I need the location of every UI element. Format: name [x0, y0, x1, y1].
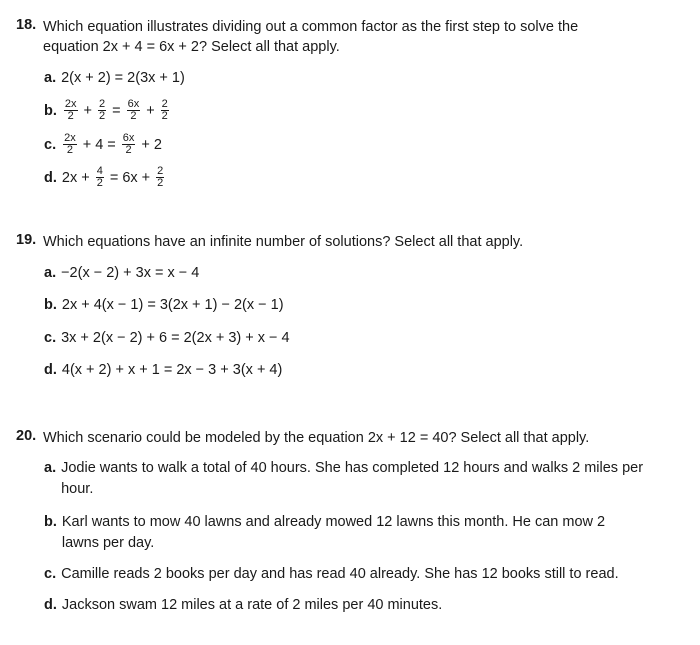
question-number: 19.	[16, 232, 37, 248]
option-19d[interactable]	[44, 362, 282, 378]
option-letter: b.	[44, 297, 57, 313]
question-number: 20.	[16, 428, 37, 444]
fraction: $\frac{6x}{2}$	[127, 98, 140, 122]
option-20c[interactable]	[44, 566, 619, 582]
option-text: Camille reads 2 books per day and has read 40 already. She has 12 books still to read.	[61, 566, 619, 582]
option-text: Karl wants to mow 40 lawns and already mowed 12 lawns this month. He can mow 2 lawns per day.	[61, 514, 606, 551]
question-number: 18.	[16, 17, 37, 33]
option-18b[interactable]: b. $\frac{2x}{2}$ + $\frac{2}{2}$ = $\frac{6x}{2}$ + $\frac{2}{2}$	[44, 98, 168, 122]
option-letter: c.	[44, 566, 57, 582]
option-18a[interactable]	[44, 70, 185, 86]
option-20d[interactable]	[44, 597, 442, 613]
option-letter: c.	[44, 330, 57, 346]
option-letter: a.	[44, 460, 57, 476]
option-letter: a.	[44, 70, 57, 86]
option-text: 4(x + 2) + x + 1 = 2x − 3 + 3(x + 4)	[61, 362, 283, 378]
fraction: $\frac{2x}{2}$	[64, 132, 76, 156]
question-20	[16, 428, 686, 448]
question-19	[16, 232, 686, 252]
option-18d[interactable]: d. 2x + $\frac{4}{2}$ = 6x + $\frac{2}{2}$	[44, 165, 164, 189]
option-18c[interactable]: c. $\frac{2x}{2}$ + 4 = $\frac{6x}{2}$ + 2	[44, 132, 162, 156]
option-text: Jodie wants to walk a total of 40 hours. She has completed 12 hours and walks 2 miles per hour.	[61, 460, 644, 497]
option-letter: b.	[44, 514, 57, 530]
question-prompt: Which equation illustrates dividing out a common factor as the first step to solve the	[43, 19, 579, 35]
fraction: $\frac{2}{2}$	[157, 165, 164, 189]
option-19b[interactable]	[44, 297, 284, 313]
option-20a[interactable]	[44, 458, 644, 500]
fraction: $\frac{2}{2}$	[161, 98, 168, 122]
option-letter: a.	[44, 265, 57, 281]
question-prompt: Which scenario could be modeled by the equation 2x + 12 = 40? Select all that apply.	[43, 430, 590, 446]
question-prompt-continued: equation 2x + 4 = 6x + 2? Select all that apply.	[43, 39, 340, 55]
question-18	[16, 17, 686, 57]
fraction: $\frac{6x}{2}$	[122, 132, 135, 156]
option-letter: b.	[44, 102, 57, 119]
option-letter: d.	[44, 169, 57, 186]
option-text: 2(x + 2) = 2(3x + 1)	[61, 70, 185, 86]
fraction: $\frac{2}{2}$	[98, 98, 106, 122]
option-text: Jackson swam 12 miles at a rate of 2 miles per 40 minutes.	[61, 597, 443, 613]
option-text: −2(x − 2) + 3x = x − 4	[61, 265, 200, 281]
option-text: 3x + 2(x − 2) + 6 = 2(2x + 3) + x − 4	[61, 330, 290, 346]
option-text: 2x + 4(x − 1) = 3(2x + 1) − 2(x − 1)	[61, 297, 284, 313]
option-19c[interactable]	[44, 330, 290, 346]
option-19a[interactable]	[44, 265, 199, 281]
option-letter: c.	[44, 136, 57, 153]
option-letter: d.	[44, 362, 57, 378]
fraction: $\frac{2x}{2}$	[64, 98, 77, 122]
fraction: $\frac{4}{2}$	[96, 165, 103, 189]
option-20b[interactable]	[44, 512, 644, 554]
option-letter: d.	[44, 597, 57, 613]
question-prompt: Which equations have an infinite number of solutions? Select all that apply.	[43, 234, 524, 250]
